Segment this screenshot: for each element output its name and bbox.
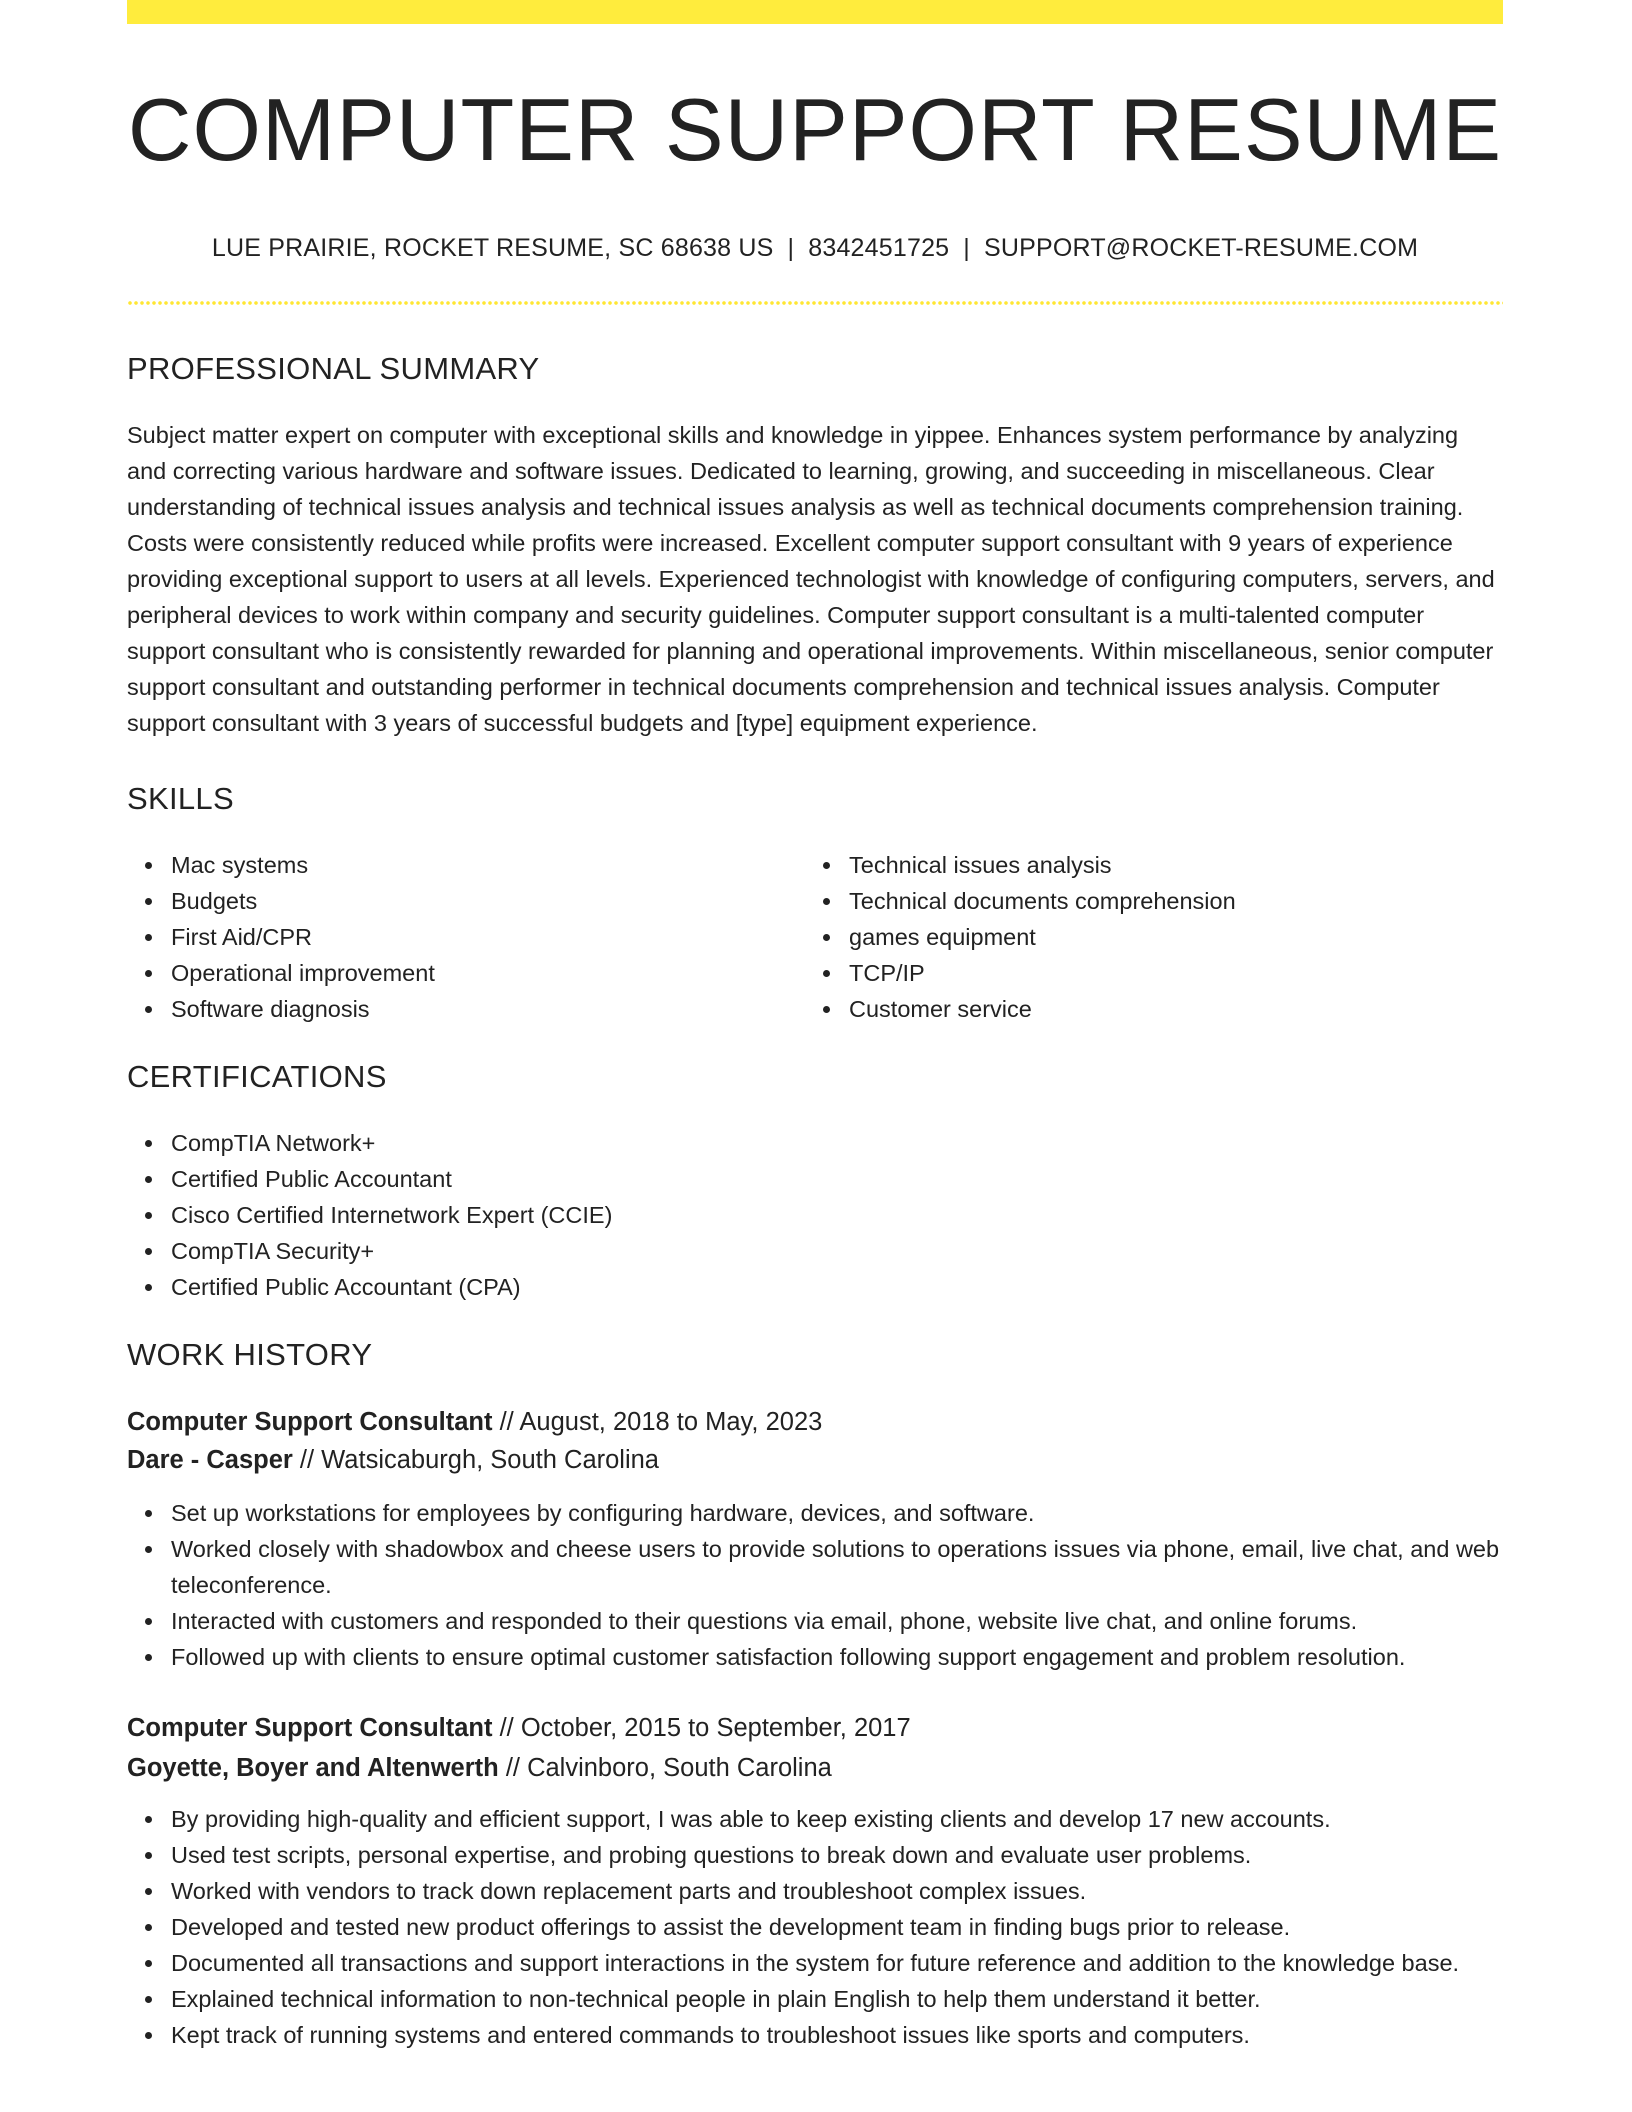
- list-item: Documented all transactions and support interactions in the system for future reference and addition to the knowledge base.: [127, 1945, 1503, 1981]
- job-title: Computer Support Consultant: [127, 1408, 493, 1437]
- list-item: Explained technical information to non-technical people in plain English to help them understand it better.: [127, 1981, 1503, 2017]
- job-dates: // October, 2015 to September, 2017: [499, 1714, 911, 1743]
- list-item: Certified Public Accountant (CPA): [127, 1269, 1503, 1305]
- job-location: // Watsicaburgh, South Carolina: [299, 1446, 659, 1475]
- resume-page: [127, 0, 1503, 2053]
- address: LUE PRAIRIE, ROCKET RESUME, SC 68638 US: [211, 234, 774, 263]
- job-location: // Calvinboro, South Carolina: [505, 1754, 832, 1783]
- list-item: Cisco Certified Internetwork Expert (CCIE): [127, 1197, 1503, 1233]
- job-company-line: [127, 1749, 1503, 1787]
- phone: 8342451725: [808, 234, 950, 263]
- list-item: Customer service: [805, 991, 1483, 1027]
- list-item: CompTIA Network+: [127, 1125, 1503, 1161]
- list-item: Technical documents comprehension: [805, 883, 1483, 919]
- summary-text: Subject matter expert on computer with exceptional skills and knowledge in yippee. Enhances system performance by analyzing and correcting various hardware and software issues. Dedicated to learning, growing, and succeeding in miscellaneous. Clear understanding of technical issues analysis and technical issues analysis as well as technical documents comprehension training. Costs were consistently reduced while profits were increased. Excellent computer support consultant with 9 years of experience providing exceptional support to users at all levels. Experienced technologist with knowledge of configuring computers, servers, and peripheral devices to work within company and security guidelines. Computer support consultant is a multi-talented computer support consultant who is consistently rewarded for planning and operational improvements. Within miscellaneous, senior computer support consultant and outstanding performer in technical documents comprehension and technical issues analysis. Computer support consultant with 3 years of successful budgets and [type] equipment experience.: [127, 422, 1495, 737]
- list-item: By providing high-quality and efficient support, I was able to keep existing clients and develop 17 new accounts.: [127, 1801, 1503, 1837]
- job-title-line: [127, 1709, 1503, 1747]
- skills-column-left: [127, 847, 805, 1027]
- job-company-line: [127, 1441, 1503, 1479]
- job-title: Computer Support Consultant: [127, 1714, 493, 1743]
- top-accent-bar: [127, 0, 1503, 24]
- list-item: Used test scripts, personal expertise, and probing questions to break down and evaluate user problems.: [127, 1837, 1503, 1873]
- list-item: Kept track of running systems and entered commands to troubleshoot issues like sports and computers.: [127, 2017, 1503, 2053]
- work-history-heading: WORK HISTORY: [127, 1337, 373, 1373]
- certifications-heading: CERTIFICATIONS: [127, 1059, 387, 1095]
- list-item: First Aid/CPR: [127, 919, 805, 955]
- job-bullets: [127, 1801, 1503, 2053]
- skills-column-right: [805, 847, 1483, 1027]
- job-company: Dare - Casper: [127, 1446, 293, 1475]
- job-entry: [127, 1403, 1503, 1675]
- job-bullets: [127, 1495, 1503, 1675]
- job-entry: [127, 1709, 1503, 2053]
- list-item: Worked closely with shadowbox and cheese users to provide solutions to operations issues via phone, email, live chat, and web teleconference.: [127, 1531, 1503, 1603]
- resume-title: COMPUTER SUPPORT RESUME: [127, 80, 1503, 179]
- contact-line: [127, 234, 1503, 263]
- summary-heading: PROFESSIONAL SUMMARY: [127, 351, 540, 387]
- list-item: Technical issues analysis: [805, 847, 1483, 883]
- job-title-line: [127, 1403, 1503, 1441]
- list-item: games equipment: [805, 919, 1483, 955]
- list-item: Worked with vendors to track down replacement parts and troubleshoot complex issues.: [127, 1873, 1503, 1909]
- list-item: Software diagnosis: [127, 991, 805, 1027]
- skills-heading: SKILLS: [127, 781, 234, 817]
- list-item: Followed up with clients to ensure optimal customer satisfaction following support engagement and problem resolution.: [127, 1639, 1503, 1675]
- list-item: Operational improvement: [127, 955, 805, 991]
- list-item: Developed and tested new product offerings to assist the development team in finding bugs prior to release.: [127, 1909, 1503, 1945]
- list-item: Set up workstations for employees by configuring hardware, devices, and software.: [127, 1495, 1503, 1531]
- contact-separator: |: [787, 234, 795, 263]
- list-item: Interacted with customers and responded to their questions via email, phone, website live chat, and online forums.: [127, 1603, 1503, 1639]
- skills-list: [127, 847, 1503, 1027]
- job-company: Goyette, Boyer and Altenwerth: [127, 1754, 499, 1783]
- job-dates: // August, 2018 to May, 2023: [499, 1408, 823, 1437]
- dotted-divider: [127, 301, 1503, 305]
- list-item: Budgets: [127, 883, 805, 919]
- certifications-list: [127, 1125, 1503, 1305]
- list-item: CompTIA Security+: [127, 1233, 1503, 1269]
- list-item: Mac systems: [127, 847, 805, 883]
- list-item: Certified Public Accountant: [127, 1161, 1503, 1197]
- email: SUPPORT@ROCKET-RESUME.COM: [984, 234, 1419, 263]
- list-item: TCP/IP: [805, 955, 1483, 991]
- contact-separator: |: [963, 234, 970, 263]
